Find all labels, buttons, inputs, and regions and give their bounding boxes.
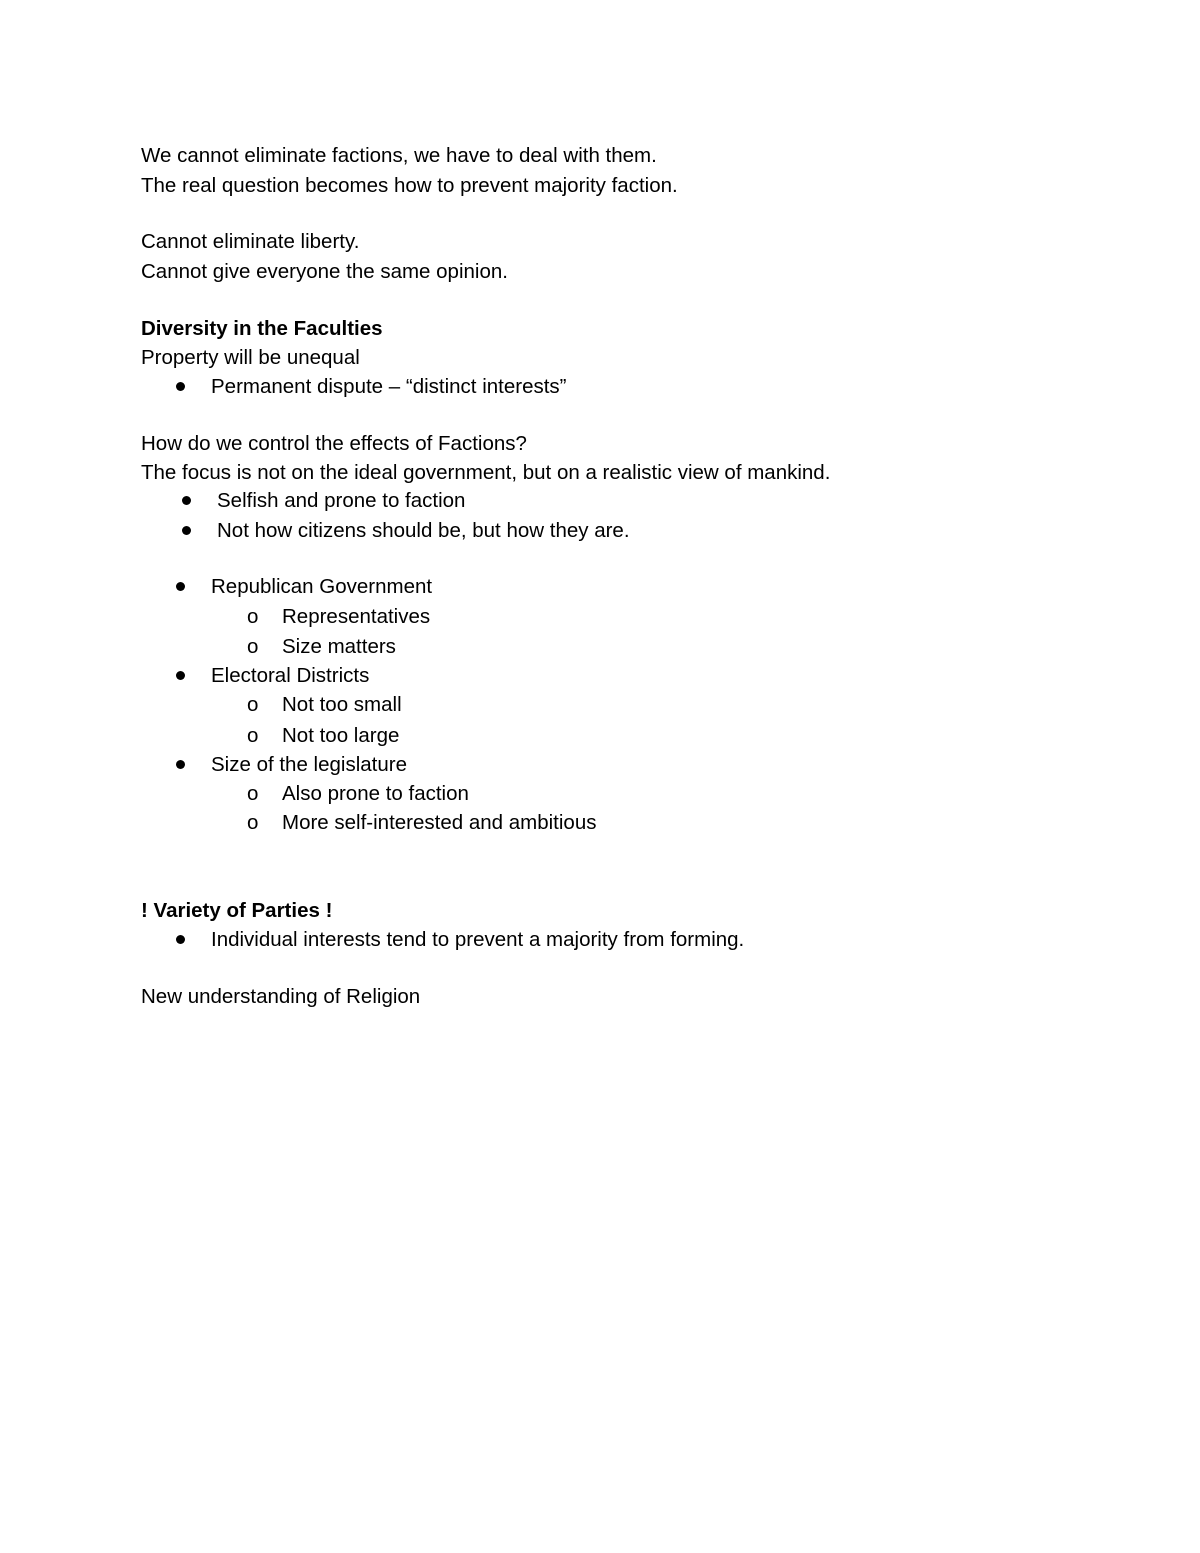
sub-bullet-icon: o	[247, 811, 259, 834]
bullet-icon	[176, 382, 185, 391]
control-bullet-2: Not how citizens should be, but how they are.	[217, 519, 630, 542]
parties-heading: ! Variety of Parties !	[141, 899, 333, 922]
control-focus: The focus is not on the ideal government, but on a realistic view of mankind.	[141, 461, 831, 484]
outline-item-3-sub-1: Also prone to faction	[282, 782, 469, 805]
bullet-icon	[176, 935, 185, 944]
bullet-icon	[176, 582, 185, 591]
diversity-heading: Diversity in the Faculties	[141, 317, 383, 340]
sub-bullet-icon: o	[247, 724, 259, 747]
bullet-icon	[182, 496, 191, 505]
sub-bullet-icon: o	[247, 782, 259, 805]
diversity-bullet-1: Permanent dispute – “distinct interests”	[211, 375, 567, 398]
sub-bullet-icon: o	[247, 635, 259, 658]
sub-bullet-icon: o	[247, 605, 259, 628]
outline-item-2: Electoral Districts	[211, 664, 370, 687]
bullet-icon	[176, 760, 185, 769]
intro-line-1: We cannot eliminate factions, we have to deal with them.	[141, 144, 657, 167]
diversity-line: Property will be unequal	[141, 346, 360, 369]
control-question: How do we control the effects of Factions?	[141, 432, 527, 455]
liberty-line-1: Cannot eliminate liberty.	[141, 230, 360, 253]
outline-item-3: Size of the legislature	[211, 753, 408, 776]
sub-bullet-icon: o	[247, 693, 259, 716]
liberty-line-2: Cannot give everyone the same opinion.	[141, 260, 508, 283]
outline-item-1-sub-2: Size matters	[282, 635, 396, 658]
bullet-icon	[182, 526, 191, 535]
outline-item-2-sub-2: Not too large	[282, 724, 400, 747]
outline-item-1-sub-1: Representatives	[282, 605, 431, 628]
outline-item-2-sub-1: Not too small	[282, 693, 402, 716]
religion-line: New understanding of Religion	[141, 985, 421, 1008]
outline-item-3-sub-2: More self-interested and ambitious	[282, 811, 597, 834]
intro-line-2: The real question becomes how to prevent majority faction.	[141, 174, 678, 197]
control-bullet-1: Selfish and prone to faction	[217, 489, 466, 512]
bullet-icon	[176, 671, 185, 680]
outline-item-1: Republican Government	[211, 575, 433, 598]
parties-bullet-1: Individual interests tend to prevent a majority from forming.	[211, 928, 745, 951]
